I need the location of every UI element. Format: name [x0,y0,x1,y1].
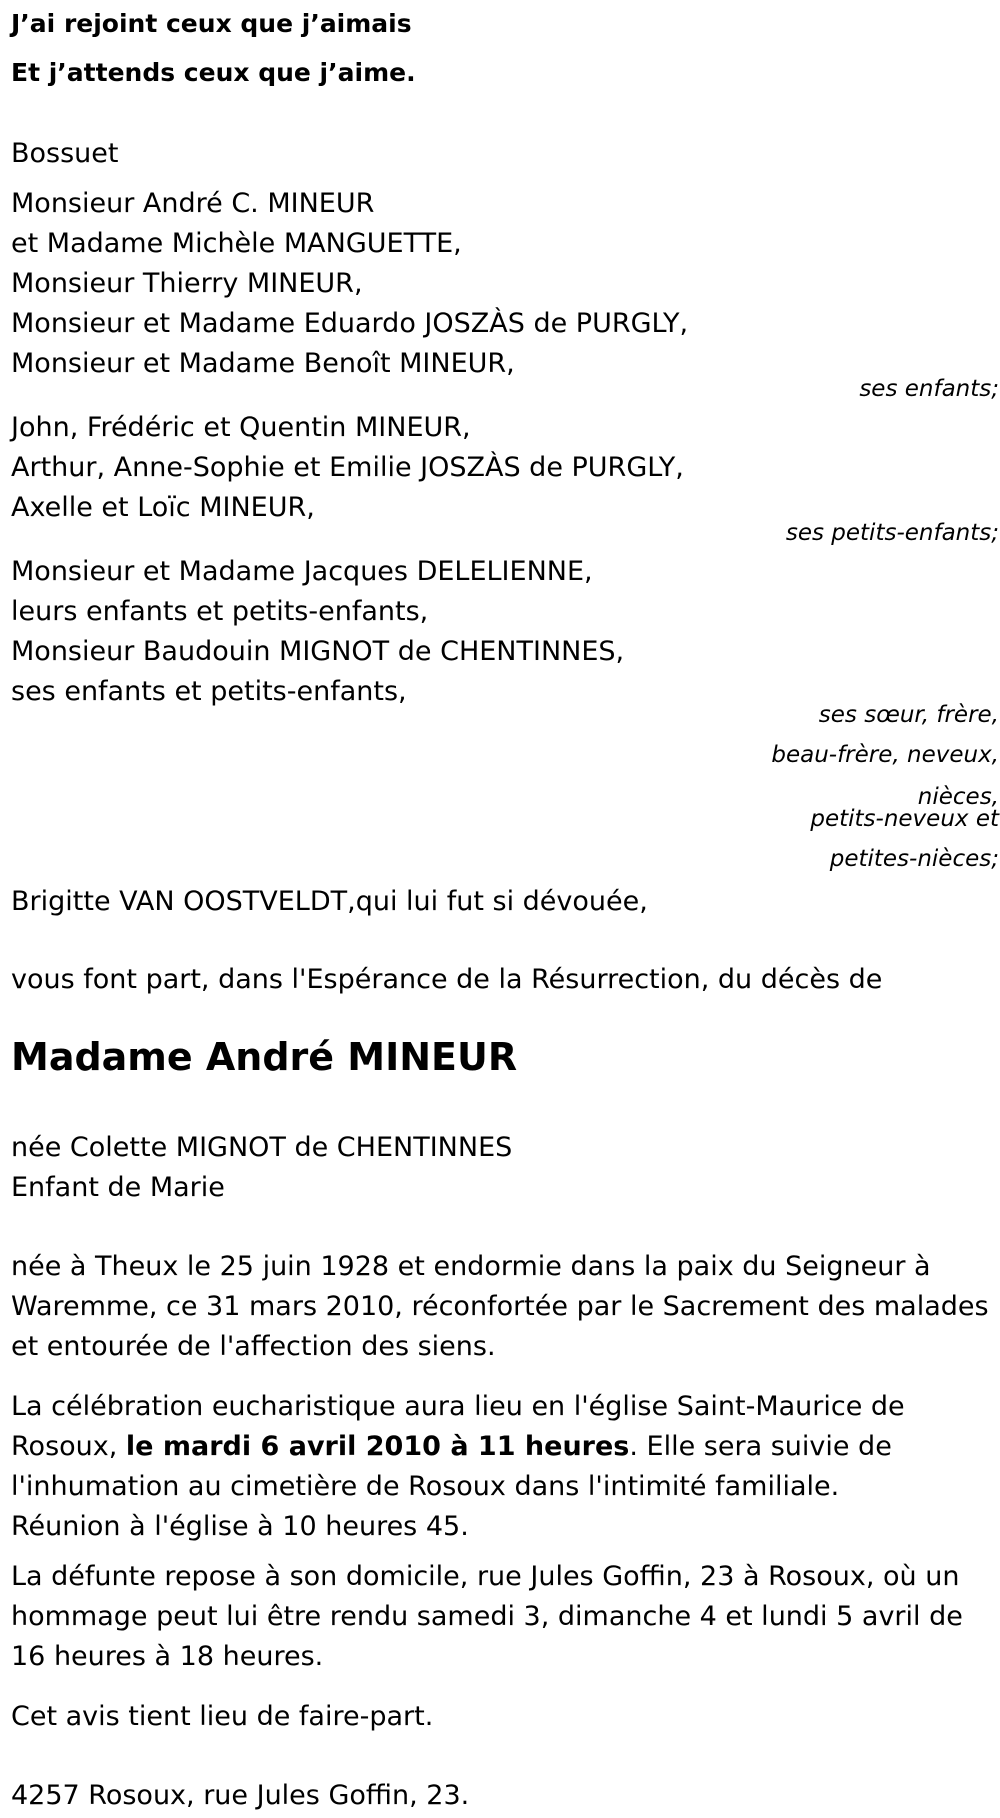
relation-label-siblings: petites-nièces; [829,846,999,872]
relation-label-siblings: petits-neveux et [810,806,999,832]
epigraph-author: Bossuet [11,138,119,169]
family-line: Monsieur et Madame Jacques DELELIENNE, [11,556,593,587]
birth-death-paragraph: née à Theux le 25 juin 1928 et endormie dans la paix du Seigneur à Waremme, ce 31 mars 2010, réconfortée par le Sacrement des malades et entourée de l'affection des siens. [11,1251,989,1362]
deceased-title: Enfant de Marie [11,1172,225,1203]
family-line: Monsieur André C. MINEUR [11,188,375,219]
family-line: Monsieur et Madame Benoît MINEUR, [11,348,515,379]
family-line: Axelle et Loïc MINEUR, [11,492,315,523]
deceased-name: Madame André MINEUR [11,1035,518,1079]
family-line: et Madame Michèle MANGUETTE, [11,228,462,259]
relation-label-grandchildren: ses petits-enfants; [785,520,999,546]
epigraph-line-2: Et j’attends ceux que j’aime. [11,58,416,87]
epigraph-line-1: J’ai rejoint ceux que j’aimais [11,9,412,38]
relation-label-siblings: ses sœur, frère, [818,702,999,728]
caretaker-line: Brigitte VAN OOSTVELDT,qui lui fut si dévouée, [11,886,648,917]
family-line: leurs enfants et petits-enfants, [11,596,429,627]
family-line: Monsieur Baudouin MIGNOT de CHENTINNES, [11,636,625,667]
relation-label-siblings: nièces, [917,784,999,810]
family-line: Monsieur Thierry MINEUR, [11,268,363,299]
family-line: Monsieur et Madame Eduardo JOSZÀS de PURGLY, [11,308,689,339]
ceremony-text: La célébration eucharistique aura lieu en l'église Saint-Maurice de Rosoux, [11,1391,905,1462]
meeting-paragraph: Réunion à l'église à 10 heures 45. [11,1511,469,1542]
ceremony-text: . Elle sera suivie de l'inhumation au cimetière de Rosoux dans l'intimité familiale. [11,1431,892,1502]
address-line: 4257 Rosoux, rue Jules Goffin, 23. [11,1780,470,1811]
relation-label-children: ses enfants; [859,376,999,402]
birth-name: née Colette MIGNOT de CHENTINNES [11,1132,513,1163]
notice-paragraph: Cet avis tient lieu de faire-part. [11,1701,434,1732]
announcement-line: vous font part, dans l'Espérance de la Résurrection, du décès de [11,964,883,995]
family-line: John, Frédéric et Quentin MINEUR, [11,412,471,443]
repose-paragraph: La défunte repose à son domicile, rue Jules Goffin, 23 à Rosoux, où un hommage peut lui être rendu samedi 3, dimanche 4 et lundi 5 avril de 16 heures à 18 heures. [11,1561,963,1672]
family-line: ses enfants et petits-enfants, [11,676,407,707]
family-line: Arthur, Anne-Sophie et Emilie JOSZÀS de PURGLY, [11,452,684,483]
ceremony-paragraph [11,1387,996,1507]
ceremony-date: le mardi 6 avril 2010 à 11 heures [125,1431,630,1462]
relation-label-siblings: beau-frère, neveux, [771,742,999,768]
